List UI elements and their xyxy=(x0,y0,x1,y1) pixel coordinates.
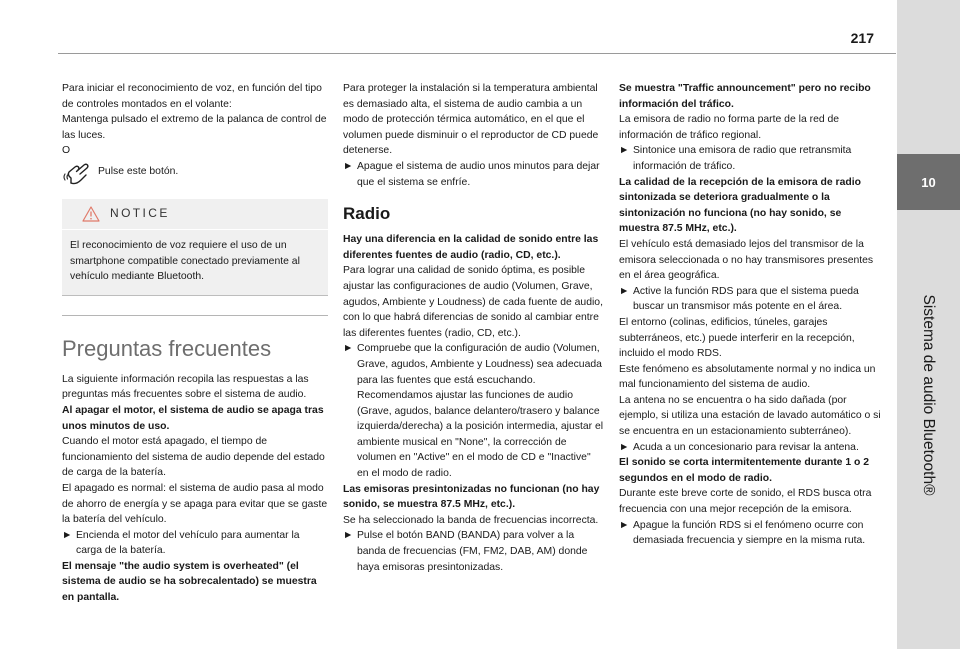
step-item: ► Compruebe que la configuración de audio (Volumen, Grave, agudos, Ambiente y Loudness) sea adecuada para las fuentes que está escuchando. Recomendamos ajustar las funciones de audio (Grave, agudos, balance delantero/trasero y balance izquierda/derecha) a la posición intermedia, ajustar el ambiente musical en "None", la corrección de volumen en "Active" en el modo de CD e "Inactive" en el modo de radio. xyxy=(343,341,605,481)
bullet-arrow-icon: ► xyxy=(619,519,630,531)
paragraph: La siguiente información recopila las respuestas a las preguntas más frecuentes sobre el sistema de audio. xyxy=(62,373,309,401)
column-1 xyxy=(62,81,328,606)
paragraph: Para lograr una calidad de sonido óptima, es posible ajustar las configuraciones de audio (Volumen, Grave, agudos, Ambiente y Loudness) de cada fuente de audio, con lo que habrá diferencias de sonido al cambiar entre las diferentes fuentes (radio, CD, etc.). xyxy=(343,265,603,339)
question: Las emisoras presintonizadas no funcionan (no hay sonido, se muestra 87.5 MHz, etc.). xyxy=(343,483,600,511)
faq-section-title: Preguntas frecuentes xyxy=(62,335,272,361)
paragraph: El vehículo está demasiado lejos del transmisor de la emisora seleccionada o no hay transmisores presentes en el área geográfica. xyxy=(619,238,874,282)
bullet-arrow-icon: ► xyxy=(62,529,73,541)
header-rule xyxy=(58,53,896,54)
step-item: ► Apague el sistema de audio unos minutos para dejar que el sistema se enfríe. xyxy=(343,159,605,190)
paragraph: La emisora de radio no forma parte de la red de información de tráfico regional. xyxy=(619,114,840,141)
question: El sonido se corta intermitentemente durante 1 o 2 segundos en el modo de radio. xyxy=(619,457,870,484)
step-item: ► Encienda el motor del vehículo para aumentar la carga de la batería. xyxy=(62,528,328,559)
paragraph: Durante este breve corte de sonido, el RDS busca otra frecuencia con una mejor recepción de la emisora. xyxy=(619,488,872,516)
bullet-arrow-icon: ► xyxy=(343,160,354,172)
paragraph: Este fenómeno es absolutamente normal y no indica un mal funcionamiento del sistema de audio. xyxy=(619,363,876,391)
paragraph: La antena no se encuentra o ha sido dañada (por ejemplo, si utiliza una estación de lavado automático o si se encuentra en un estacionamiento subterráneo). xyxy=(619,394,881,438)
paragraph: Se ha seleccionado la banda de frecuencias incorrecta. xyxy=(343,514,599,526)
press-button-text: Pulse este botón. xyxy=(98,165,179,177)
chapter-title: Sistema de audio Bluetooth® xyxy=(920,294,937,496)
column-3 xyxy=(619,81,883,549)
question: La calidad de la recepción de la emisora de radio sintonizada se deteriora gradualmente o la sintonización no funciona (no hay sonido, se muestra 87.5 MHz, etc.). xyxy=(619,176,861,235)
question: El mensaje "the audio system is overheated" (el sistema de audio se ha sobrecalentado) se muestra en pantalla. xyxy=(62,560,317,604)
bullet-arrow-icon: ► xyxy=(343,343,354,355)
bullet-arrow-icon: ► xyxy=(619,145,630,157)
notice-title: NOTICE xyxy=(110,206,170,221)
question: Al apagar el motor, el sistema de audio se apaga tras unos minutos de uso. xyxy=(62,404,324,432)
chapter-number: 10 xyxy=(897,154,960,210)
voice-button-row xyxy=(62,161,328,187)
paragraph: Cuando el motor está apagado, el tiempo de funcionamiento del sistema de audio depende del estado de carga de la batería. xyxy=(62,436,325,479)
bullet-arrow-icon: ► xyxy=(619,285,630,297)
notice-text: El reconocimiento de voz requiere el uso de un smartphone compatible conectado previamente al vehículo mediante Bluetooth. xyxy=(70,239,300,283)
voice-command-icon xyxy=(62,161,92,187)
page-number: 217 xyxy=(850,30,874,46)
step-item: ► Pulse el botón BAND (BANDA) para volver a la banda de frecuencias (FM, FM2, DAB, AM) donde haya emisoras presintonizadas. xyxy=(343,528,605,575)
paragraph: Mantenga pulsado el extremo de la palanca de control de las luces. xyxy=(62,114,327,141)
paragraph: O xyxy=(62,145,71,157)
notice-box xyxy=(62,199,328,296)
step-item: ► Active la función RDS para que el sistema pueda buscar un transmisor más potente en el área. xyxy=(619,284,883,315)
bullet-arrow-icon: ► xyxy=(343,530,354,542)
question: Hay una diferencia en la calidad de sonido entre las diferentes fuentes de audio (radio, CD, etc.). xyxy=(343,234,599,261)
paragraph: Para iniciar el reconocimiento de voz, en función del tipo de controles montados en el volante: xyxy=(62,83,322,110)
step-item: ► Apague la función RDS si el fenómeno ocurre con demasiada frecuencia y siempre en la misma ruta. xyxy=(619,518,883,549)
paragraph: El apagado es normal: el sistema de audio pasa al modo de ahorro de energía y se apaga para evitar que se gaste la batería del vehículo. xyxy=(62,482,328,526)
notice-header xyxy=(62,199,328,230)
section-divider xyxy=(62,315,328,316)
step-item: ► Acuda a un concesionario para revisar la antena. xyxy=(619,440,883,456)
step-item: ► Sintonice una emisora de radio que retransmita información de tráfico. xyxy=(619,143,883,174)
radio-section-title: Radio xyxy=(343,204,391,224)
column-2 xyxy=(343,81,605,575)
paragraph: Para proteger la instalación si la temperatura ambiental es demasiado alta, el sistema de audio cambia a un modo de protección térmica automático, en el que el volumen puede disminuir o el reproductor de CD puede detenerse. xyxy=(343,83,599,157)
bullet-arrow-icon: ► xyxy=(619,441,630,453)
question: Se muestra "Traffic announcement" pero no recibo información del tráfico. xyxy=(619,83,871,110)
warning-triangle-icon xyxy=(82,206,100,222)
paragraph: El entorno (colinas, edificios, túneles, garajes subterráneos, etc.) puede interferir en la recepción, incluido el modo RDS. xyxy=(619,316,855,360)
